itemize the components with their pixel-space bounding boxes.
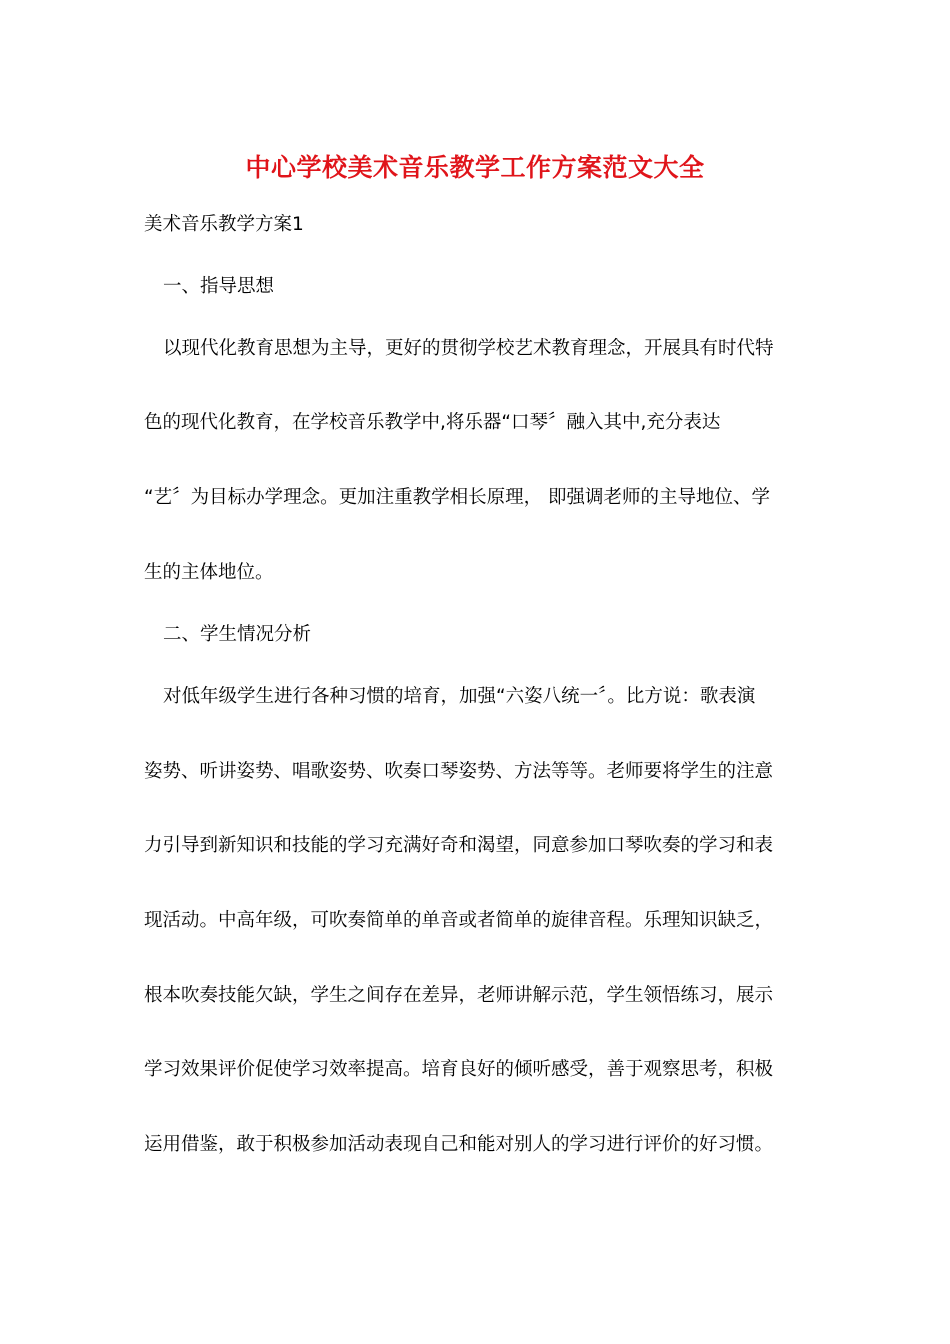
paragraph-line: 学习效果评价促使学习效率提高。培育良好的倾听感受，善于观察思考，积极 bbox=[144, 1059, 774, 1080]
section-heading-student-analysis: 二、学生情况分析 bbox=[163, 624, 312, 645]
document-title: 中心学校美术音乐教学工作方案范文大全 bbox=[245, 153, 705, 182]
paragraph-line: 生的主体地位。 bbox=[144, 562, 274, 583]
paragraph-line: 色的现代化教育，在学校音乐教学中,将乐器“口琴〞融入其中,充分表达 bbox=[144, 412, 721, 433]
section-heading-guiding-ideology: 一、指导思想 bbox=[163, 276, 275, 297]
paragraph-line: 现活动。中高年级，可吹奏简单的单音或者简单的旋律音程。乐理知识缺乏， bbox=[144, 910, 774, 931]
paragraph-line: 以现代化教育思想为主导，更好的贯彻学校艺术教育理念，开展具有时代特 bbox=[163, 338, 774, 359]
paragraph-line: 根本吹奏技能欠缺，学生之间存在差异，老师讲解示范，学生领悟练习，展示 bbox=[144, 985, 774, 1006]
paragraph-line: 姿势、听讲姿势、唱歌姿势、吹奏口琴姿势、方法等等。老师要将学生的注意 bbox=[144, 761, 774, 782]
paragraph-line: “艺〞为目标办学理念。更加注重教学相长原理， 即强调老师的主导地位、学 bbox=[144, 487, 770, 508]
paragraph-line: 运用借鉴，敢于积极参加活动表现自己和能对别人的学习进行评价的好习惯。 bbox=[144, 1134, 774, 1155]
plan-subtitle: 美术音乐教学方案1 bbox=[144, 214, 304, 235]
paragraph-line: 对低年级学生进行各种习惯的培育，加强“六姿八统一〞。比方说：歌表演 bbox=[163, 686, 756, 707]
paragraph-line: 力引导到新知识和技能的学习充满好奇和渴望，同意参加口琴吹奏的学习和表 bbox=[144, 835, 774, 856]
